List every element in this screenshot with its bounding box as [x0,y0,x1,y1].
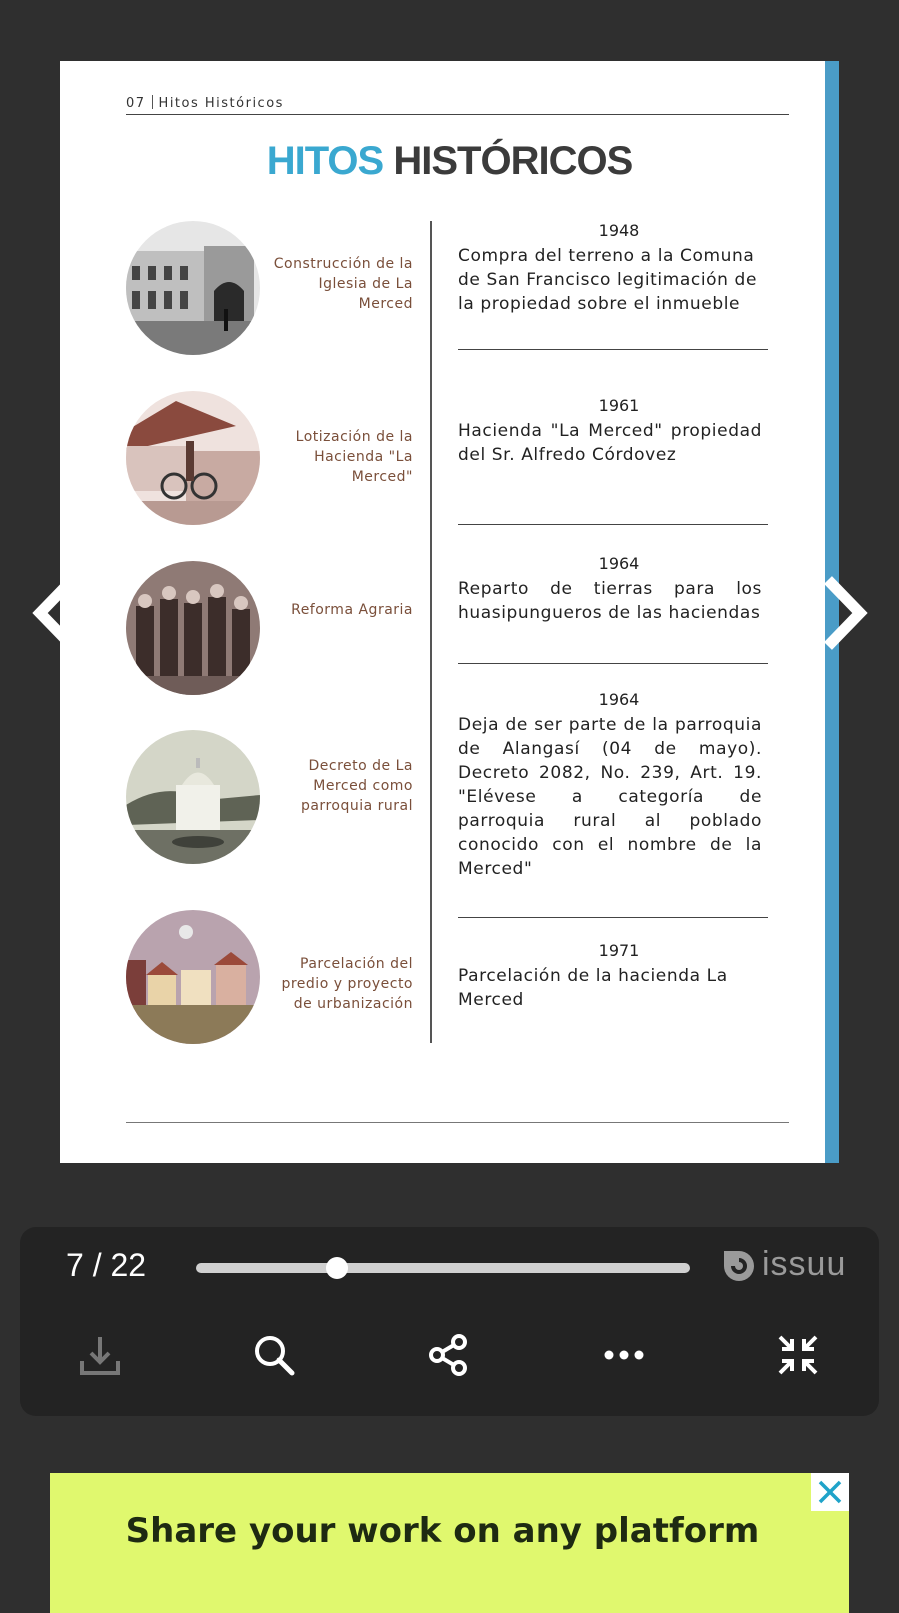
footer-rule [126,1122,789,1123]
next-page-arrow[interactable] [820,574,868,652]
issuu-logo [722,1245,847,1285]
milestone-year: 1971 [598,941,640,960]
milestone-divider [458,917,768,918]
header-number: 07 [126,96,146,111]
download-icon [76,1331,124,1379]
share-button[interactable] [425,1331,473,1379]
exit-fullscreen-button[interactable] [774,1331,822,1379]
share-icon [425,1331,473,1379]
more-icon [600,1331,648,1379]
milestone-label: Reforma Agraria [291,602,413,618]
issuu-mark-icon [722,1249,756,1283]
page-slider[interactable] [196,1263,690,1273]
document-page [60,61,839,1163]
timeline-axis [430,221,432,1043]
milestone-description: Deja de ser parte de la parroquia de Alangasí (04 de mayo). Decreto 2082, No. 239, Art. 19. "Elévese a categoría de parroquia rural al poblado conocido con el nombre de la Merced" [458,715,762,879]
close-ad-button[interactable] [811,1473,849,1511]
more-button[interactable] [600,1331,648,1379]
page-counter: 7 / 22 [66,1247,147,1283]
photo-urbanization-painting [126,910,260,1044]
close-icon [811,1473,849,1511]
milestone-divider [458,524,768,525]
photo-hacienda-lotization [126,391,260,525]
ad-banner[interactable] [50,1473,849,1613]
header-title: Hitos Históricos [158,96,284,111]
milestone-year: 1961 [598,396,640,415]
title-accent: HITOS [266,139,384,183]
header-rule [126,114,789,115]
search-icon [250,1331,298,1379]
exit-fullscreen-icon [774,1331,822,1379]
download-button[interactable] [76,1331,124,1379]
brand-name: issuu [762,1245,847,1283]
slider-thumb[interactable] [326,1257,348,1279]
photo-parish-decree [126,730,260,864]
milestone-label: Parcelación del predio y proyecto de urbanización [281,956,413,1012]
chevron-left-icon [32,574,80,652]
milestone-year: 1948 [598,221,640,240]
milestone-label: Construcción de la Iglesia de La Merced [273,256,413,312]
previous-page-arrow[interactable] [32,574,80,652]
milestone-divider [458,663,768,664]
milestone-description: Parcelación de la hacienda La Merced [458,966,728,1010]
milestone-divider [458,349,768,350]
photo-church-construction [126,221,260,355]
page-header [126,95,284,111]
search-button[interactable] [250,1331,298,1379]
milestone-year: 1964 [598,690,640,709]
milestone-label: Lotización de la Hacienda "La Merced" [295,429,413,485]
photo-agrarian-reform [126,561,260,695]
milestone-description: Compra del terreno a la Comuna de San Francisco legitimación de la propiedad sobre el inmueble [458,246,758,314]
page-title [60,139,839,184]
milestone-year: 1964 [598,554,640,573]
title-main: HISTÓRICOS [393,139,633,183]
ad-text: Share your work on any platform [125,1511,760,1551]
milestone-label: Decreto de La Merced como parroquia rural [300,758,413,814]
milestone-description: Hacienda "La Merced" propiedad del Sr. Alfredo Córdovez [458,421,762,465]
chevron-right-icon [820,574,868,652]
viewer-controls [20,1227,879,1416]
milestone-description: Reparto de tierras para los huasipungueros de las haciendas [458,579,762,623]
